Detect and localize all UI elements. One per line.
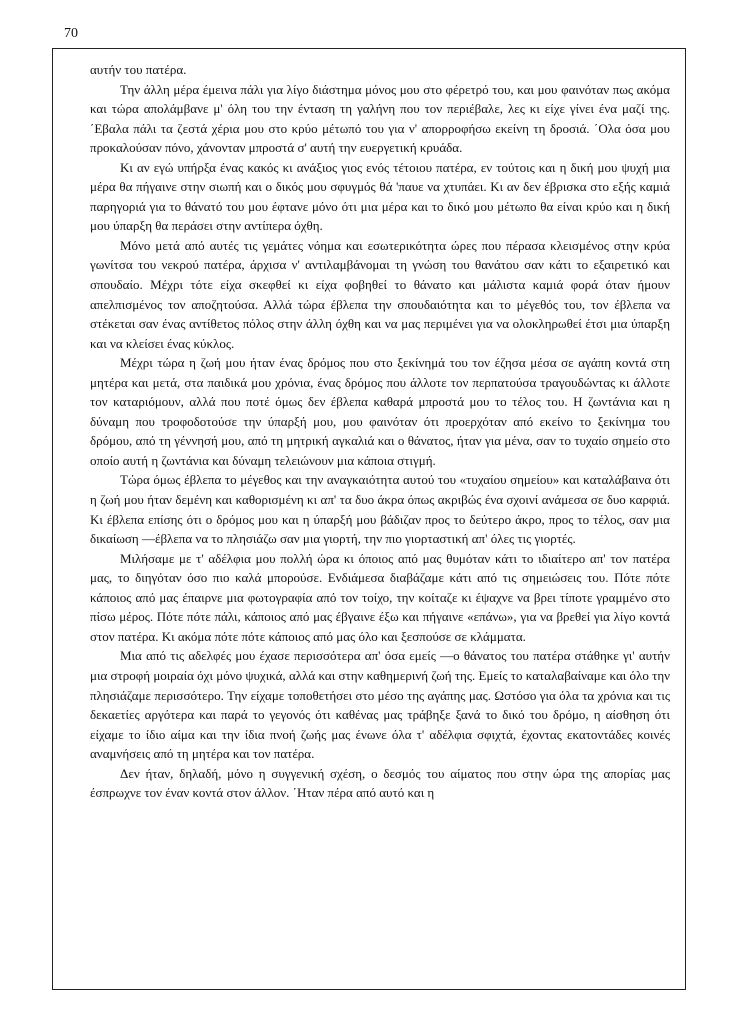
paragraph: Την άλλη μέρα έμεινα πάλι για λίγο διάστημα μόνος μου στο φέρετρό του, και μου φαινόταν πως ακόμα και τώρα απολάμβανε μ' όλη του την ένταση τη γαλήνη που τον περιέβαλε, λες κι είχε γίνει ένα μαζί της. ΄Εβαλα πάλι τα ζεστά χέρια μου στο κρύο μέτωπό του για ν' απορροφήσω εκείνη τη δροσιά. ΄Ολα όσα μου προκαλούσαν πόνο, χάνονταν μπροστά σ' αυτή την ευεργετική κρυάδα. bbox=[90, 81, 670, 156]
page-number: 70 bbox=[64, 26, 78, 41]
paragraph: Μια από τις αδελφές μου έχασε περισσότερα απ' όσα εμείς —ο θάνατος του πατέρα στάθηκε γι' αυτήν μια στροφή μοιραία όχι μόνο ψυχικά, αλλά και στην καθημερινή ζωή της. Εμείς το καταλαβαίναμε και όλο την πλησιάζαμε περισσότερο. Την είχαμε τοποθετήσει στο μέσο της αγάπης μας. Ωστόσο για όλα τα χρόνια και τις δεκαετίες αργότερα και παρά το γεγονός ότι καθένας μας τράβηξε ξανά το δικό του δρόμο, η αίσθηση ότι είχαμε το ίδιο αίμα και την ίδια πνοή ζωής μας ένωνε όλα τ' αδέλφια σφιχτά, έχοντας εκατοντάδες κοινές αναμνήσεις από τη μητέρα και τον πατέρα. bbox=[90, 648, 670, 762]
paragraph: Μέχρι τώρα η ζωή μου ήταν ένας δρόμος που στο ξεκίνημά του τον έζησα μέσα σε αγάπη κοντά στη μητέρα και μετά, στα παιδικά μου χρόνια, ένας δρόμος που άλλοτε τον περπατούσα τραγουδώντας κι άλλοτε τον καταριόμουν, αλλά που ποτέ όμως δεν έβλεπα καθαρά μπροστά μου το τέλος του. Η ζωντάνια και η δύναμη που τροφοδοτούσε την ύπαρξή μου, μου φαινόταν ότι προερχόταν από εκείνο το ξεκίνημα του δρόμου, από τη γέννησή μου, από τη μητρική αγκαλιά και ο θάνατος, ήταν για μένα, σαν το τυχαίο σημείο στο οποίο αυτή η ζωντάνια και δύναμη τελειώνουν μια κάποια στιγμή. bbox=[90, 355, 670, 468]
paragraph: αυτήν του πατέρα. bbox=[90, 62, 187, 77]
paragraph: Μιλήσαμε με τ' αδέλφια μου πολλή ώρα κι όποιος από μας θυμόταν κάτι το ιδιαίτερο απ' τον πατέρα μας, το διηγόταν όσο πιο καλά μπορούσε. Ενδιάμεσα διαβάζαμε κάτι από τις σημειώσεις του. Πότε πότε κάποιος από μας έπαιρνε μια φωτογραφία από τον τοίχο, την κοίταζε κι έψαχνε να βρει τίποτε γραμμένο στο πίσω μέρος. Πότε πότε πάλι, κάποιος από μας έβγαινε έξω και πήγαινε «επάνω», για να βρεθεί για λίγο κοντά στον πατέρα. Κι ακόμα πότε πότε κάποιος από μας όλο και ξεσπούσε σε κλάμματα. bbox=[90, 550, 670, 644]
paragraph: Τώρα όμως έβλεπα το μέγεθος και την αναγκαιότητα αυτού του «τυχαίου σημείου» και καταλάβαινα ότι η ζωή μου ήταν δεμένη και καθορισμένη κι απ' τα δυο άκρα όπως ακριβώς ένα σχοινί ανάμεσα σε δυο καρφιά. Κι έβλεπα επίσης ότι ο δρόμος μου και η ύπαρξή μου βάδιζαν προς το δεύτερο άκρο, προς το τέλος, σαν μια δικαίωση —έβλεπα να το πλησιάζω σαν μια γιορτή, την πιο γιορταστική απ' όλες τις γιορτές. bbox=[90, 472, 670, 547]
body-text bbox=[90, 60, 670, 803]
paragraph: Μόνο μετά από αυτές τις γεμάτες νόημα και εσωτερικότητα ώρες που πέρασα κλεισμένος στην κρύα γωνίτσα του νεκρού πατέρα, άρχισα ν' αντιλαμβάνομαι τη γνώση του θανάτου σαν κάτι το εξαιρετικό και σπουδαίο. Μέχρι τότε είχα σκεφθεί κι είχα φοβηθεί το θάνατο και μάλιστα καμιά φορά όταν ήμουν απελπισμένος τον αποζητούσα. Αλλά τώρα έβλεπα την σπουδαιότητα και το μέγεθός του, τον έβλεπα να στέκεται σαν ένας αντίθετος πόλος στην άλλη όχθη και να μας περιμένει για να ολοκληρωθεί έτσι μια ύπαρξη και να κλείσει ένας κύκλος. bbox=[90, 237, 670, 351]
paragraph: Κι αν εγώ υπήρξα ένας κακός κι ανάξιος γιος ενός τέτοιου πατέρα, εν τούτοις και η δική μου ψυχή μια μέρα θα πήγαινε στην σιωπή και ο δικός μου σφυγμός θά 'παυε να χτυπάει. Κι αν δεν έβρισκα στο εξής καμιά παρηγοριά για το θάνατό του μου έφτανε μόνο ότι μια μέρα και το δικό μου μέτωπο θα είναι κρύο και η δική μου ύπαρξη θα περάσει στην αντίπερα όχθη. bbox=[90, 159, 670, 234]
paragraph: Δεν ήταν, δηλαδή, μόνο η συγγενική σχέση, ο δεσμός του αίματος που στην ώρα της απορίας μας έσπρωχνε τον έναν κοντά στον άλλον. ΄Ηταν πέρα από αυτό και η bbox=[90, 765, 670, 801]
